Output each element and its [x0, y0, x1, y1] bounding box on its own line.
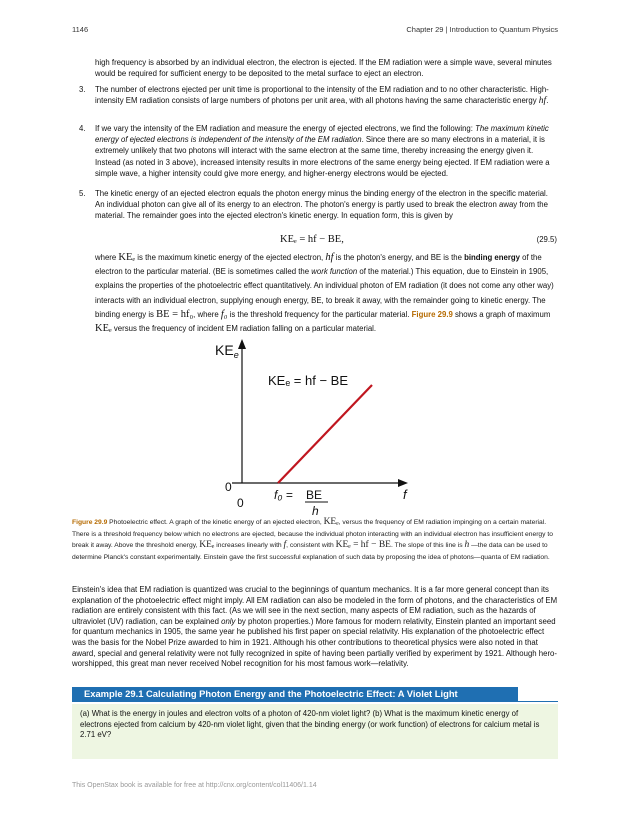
list-item-3-text: The number of electrons ejected per unit time is proportional to the intensity of the EM radiation and to no other characteristic. High-intensity EM radiation consists of large numbers of photons per unit area, with all photons having the same characteristic energy	[95, 85, 549, 106]
list-number-5: 5.	[79, 189, 86, 198]
figure-caption: Figure 29.9 Photoelectric effect. A graph of the kinetic energy of an ejected electron, KEₑ, versus the frequency of EM radiation impinging on a certain material. There is a threshold frequency below which no electrons are ejected, because the individual photon interacting with an individual electron has insufficient energy to break it away. Above the threshold energy, KEₑ increases linearly with f, consistent with KEₑ = hf − BE. The slope of this line is h —the data can be used to determine Planck's constant experimentally. Einstein gave the first successful explanation of such data by proposing the idea of photons—quanta of EM radiation.	[72, 517, 553, 561]
y-axis-label: $KE_e$	[215, 342, 239, 360]
page-number: 1146	[72, 25, 89, 34]
x-axis-label: f	[403, 487, 407, 502]
threshold-label: f₀ =	[274, 488, 293, 502]
origin-y-label: 0	[225, 480, 232, 494]
ke-line	[278, 385, 372, 483]
intro-continuation: high frequency is absorbed by an individual electron, the electron is ejected. If the EM radiation were a simple wave, several minutes would be required for sufficient energy to be deposited to the metal surface to eject an electron.	[95, 58, 552, 79]
example-rule	[72, 701, 558, 702]
list-number-3: 3.	[79, 85, 86, 94]
einstein-paragraph: Einstein's idea that EM radiation is quantized was crucial to the beginnings of quantum mechanics. It is a far more general concept than its explanation of the photoelectric effect might imply. All EM radiation can also be modeled in the form of photons, and the characteristics of EM radiation are entirely consistent with this fact. (As we will see in the next section, many aspects of EM radiation, such as the hazards of ultraviolet (UV) radiation, can be explained only by photon properties.) More famous for modern relativity, Einstein planted an important seed for quantum mechanics in 1905, the same year he published his first paper on special relativity. His explanation of the photoelectric effect was the basis for the Nobel Prize awarded to him in 1921. Although his other contributions to theoretical physics were also noted in that award, special and general relativity were not fully recognized in spite of having been partially verified by experiment by 1921. Although hero-worshipped, this great man never received Nobel recognition for his most famous work—relativity.	[72, 585, 558, 669]
footer-note: This OpenStax book is available for free at http://cnx.org/content/col11406/1.14	[72, 782, 317, 789]
photoelectric-graph	[200, 335, 430, 520]
threshold-numerator: BE	[306, 488, 323, 502]
chapter-title: Chapter 29 | Introduction to Quantum Physics	[406, 25, 558, 34]
binding-energy-term: binding energy	[464, 253, 520, 262]
equation-number: (29.5)	[536, 235, 557, 244]
x-axis-arrow	[398, 479, 408, 487]
threshold-denominator: h	[312, 504, 319, 518]
list-item-4: If we vary the intensity of the EM radiation and measure the energy of ejected electrons, we find the following: The maximum kinetic energy of ejected electrons is independent of the intensity of the EM radiation. Since there are so many electrons in a material, it is extremely unlikely that two photons will interact with the same electron at the same time, thereby increasing the energy given it. Instead (as noted in 3 above), increased intensity results in more electrons of the same energy being ejected. If EM radiation were a simple wave, a higher intensity could give more energy, and higher-energy electrons would be ejected.	[95, 124, 550, 178]
origin-x-label: 0	[237, 496, 244, 510]
where-paragraph: where KEₑ is the maximum kinetic energy of the ejected electron, hf is the photon's energy, and BE is the binding energy of the electron to the particular material. (BE is sometimes called the work function of the material.) This equation, due to Einstein in 1905, explains the properties of the photoelectric effect quantitatively. An individual photon of EM radiation (it does not come any other way) interacts with an individual electron, supplying enough energy, BE, to break it away, with the remainder going to kinetic energy. The binding energy is BE = hf₀, where f₀ is the threshold frequency for the particular material. Figure 29.9 shows a graph of maximum KEₑ versus the frequency of incident EM radiation falling on a particular material.	[95, 252, 554, 335]
example-body: (a) What is the energy in joules and electron volts of a photon of 420-nm violet light? (b) What is the maximum kinetic energy of electrons ejected from calcium by 420-nm violet light, given that the binding energy (or work function) of electrons for calcium metal is 2.71 eV?	[72, 704, 558, 759]
y-axis-arrow	[238, 339, 246, 349]
italic-statement: The maximum kinetic energy of ejected electrons is independent of the intensity of the EM radiation	[95, 124, 549, 145]
equation-29-5	[95, 234, 557, 247]
figure-29-9-link[interactable]: Figure 29.9	[411, 309, 453, 319]
symbol-hf: hf	[538, 96, 547, 107]
list-item-3: The number of electrons ejected per unit time is proportional to the intensity of the EM radiation and to no other characteristic. High-intensity EM radiation consists of large numbers of photons per unit area, with all photons having the same characteristic energy hf.	[95, 85, 549, 107]
line-equation-label: KEₑ = hf − BE	[268, 373, 348, 388]
equation-text: KEₑ = hf − BE,	[280, 234, 344, 245]
list-item-5: The kinetic energy of an ejected electron equals the photon energy minus the binding energy of the electron in the specific material. An individual photon can give all of its energy to an electron. The photon's energy is partly used to break the electron away from the material. The remainder goes into the ejected electron's kinetic energy. In equation form, this is given by	[95, 189, 548, 221]
example-title: Example 29.1 Calculating Photon Energy and the Photoelectric Effect: A Violet Light	[72, 687, 518, 701]
list-number-4: 4.	[79, 124, 86, 133]
